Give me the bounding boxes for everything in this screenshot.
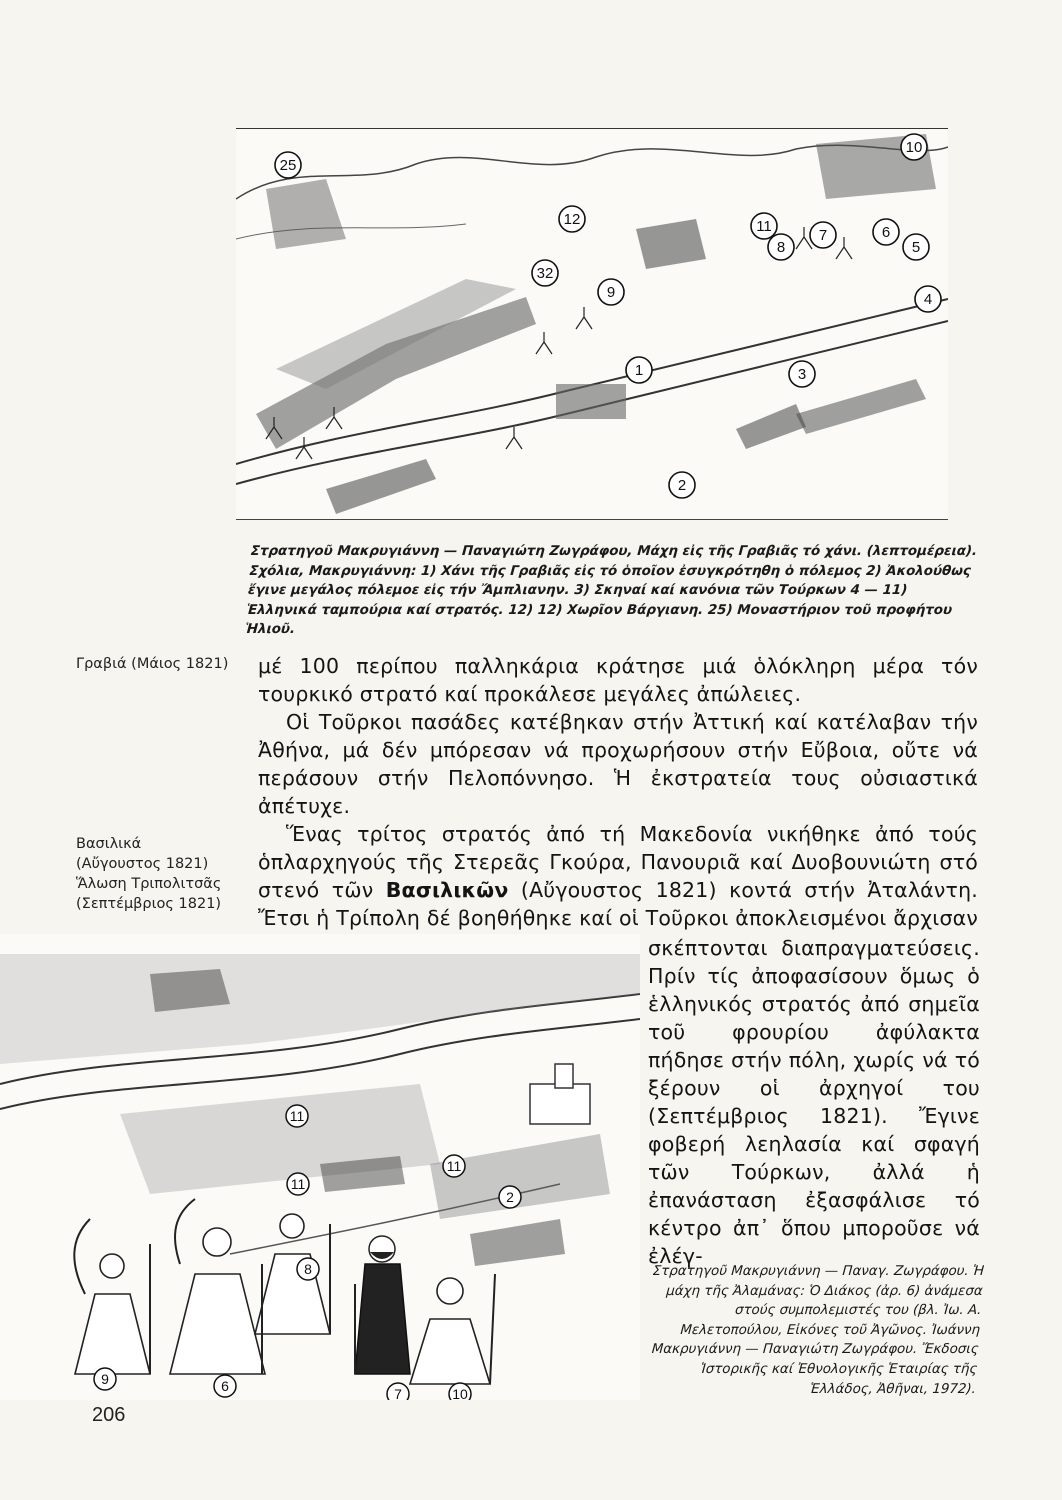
margin-note-tripolitsa-title: Ἅλωση Τριπολιτσᾶς xyxy=(76,876,222,892)
marker-25 xyxy=(275,152,301,178)
top-figure-caption: Στρατηγοῦ Μακρυγιάννη — Παναγιώτη Ζωγράφου, Μάχη εἰς τῆς Γραβιᾶς τό χάνι. (λεπτομέρεια). Σχόλια, Μακρυγιάννη: 1) Χάνι τῆς Γραβιᾶς εἰς τό ὁποῖον ἐσυγκρότηθη ὁ πόλεμος 2) Ἀκολούθως ἔγινε μεγάλος πόλεμοε εἰς τήν Ἄμπλιανην. 3) Σκηναί καί κανόνια τῶν Τούρκων 4 — 11) Ἑλληνικά ταμπούρια καί στρατός. 12) 12) Χωρῖον Βάργιανη. 25) Μοναστήριον τοῦ προφήτου Ἡλιοῦ. xyxy=(244,544,978,637)
svg-text:5: 5 xyxy=(911,239,921,256)
svg-text:9: 9 xyxy=(101,1371,109,1387)
svg-text:9: 9 xyxy=(606,284,616,301)
marker-9 xyxy=(94,1368,116,1390)
marker-8 xyxy=(297,1258,319,1280)
narrow-column-text xyxy=(648,934,980,1270)
margin-note-vasilika-date: (Αὔγουστος 1821) xyxy=(76,856,209,872)
svg-text:7: 7 xyxy=(818,227,828,244)
margin-note-tripolitsa xyxy=(76,874,266,914)
svg-text:11: 11 xyxy=(756,218,772,235)
paragraph-1: μέ 100 περίπου παλληκάρια κράτησε μιά ὁλόκληρη μέρα τόν τουρκικό στρατό καί προκάλεσε μεγάλες ἀπώλειες. xyxy=(258,654,978,706)
bottom-figure-caption: Στρατηγοῦ Μακρυγιάννη — Παναγ. Ζωγράφου. Ἡ μάχη τῆς Ἀλαμάνας: Ὁ Διάκος (ἀρ. 6) ἀνάμεσα στούς συμπολεμιστές του (βλ. Ἰω. Α. Μελετοπούλου, Εἰκόνες τοῦ Ἀγῶνος. Ἰωάννη Μακρυγιάννη — Παναγιώτη Ζωγράφου. Ἔκδοσις Ἱστορικῆς καί Ἐθνολογικῆς Ἑταιρίας τῆς Ἑλλάδος, Ἀθῆναι, 1972). xyxy=(651,1264,985,1397)
marker-6 xyxy=(873,219,899,245)
svg-text:7: 7 xyxy=(394,1386,402,1400)
page-number: 206 xyxy=(92,1404,126,1426)
margin-note-tripolitsa-date: (Σεπτέμβριος 1821) xyxy=(76,896,222,912)
marker-3 xyxy=(789,361,815,387)
marker-7 xyxy=(810,222,836,248)
marker-2 xyxy=(499,1186,521,1208)
marker-11 xyxy=(751,213,777,239)
svg-text:12: 12 xyxy=(563,211,581,228)
bottom-illustration xyxy=(0,934,640,1400)
svg-text:10: 10 xyxy=(905,139,923,156)
svg-text:11: 11 xyxy=(446,1158,462,1174)
svg-text:6: 6 xyxy=(221,1378,229,1394)
paragraph-3-continued: σκέπτονται διαπραγματεύσεις. Πρίν τίς ἀποφασίσουν ὅμως ὁ ἑλληνικός στρατός ἀπό σημεῖα τοῦ φρουρίου ἀφύλακτα πήδησε στήν πόλη, χωρίς νά τό ξέρουν οἱ ἀρχηγοί του (Σεπτέμβριος 1821). Ἔγινε φοβερή λεηλασία καί σφαγή τῶν Τούρκων, ἀλλά ἡ ἐπανάσταση ἐξασφάλισε τό κέντρο ἀπ᾽ ὅπου μποροῦσε νά ἐλέγ- xyxy=(648,936,980,1268)
svg-text:8: 8 xyxy=(304,1261,312,1277)
main-text xyxy=(258,652,978,960)
svg-text:11: 11 xyxy=(290,1176,306,1192)
battle-of-gravia-drawing xyxy=(236,129,948,519)
marker-11 xyxy=(286,1105,308,1127)
marker-11 xyxy=(443,1155,465,1177)
svg-text:8: 8 xyxy=(776,239,786,256)
margin-note-gravia: Γραβιά (Μάιος 1821) xyxy=(76,656,229,672)
margin-note-vasilika-title: Βασιλικά xyxy=(76,836,142,852)
marker-9 xyxy=(598,279,624,305)
marker-1 xyxy=(626,357,652,383)
svg-text:32: 32 xyxy=(536,265,554,282)
marker-11 xyxy=(287,1173,309,1195)
battle-of-alamana-drawing xyxy=(0,934,640,1400)
marker-32 xyxy=(532,260,558,286)
marker-5 xyxy=(903,234,929,260)
svg-text:4: 4 xyxy=(923,291,933,308)
marker-4 xyxy=(915,286,941,312)
svg-text:10: 10 xyxy=(452,1386,468,1400)
svg-text:6: 6 xyxy=(881,224,891,241)
paragraph-2: Οἱ Τοῦρκοι πασάδες κατέβηκαν στήν Ἀττική καί κατέλαβαν τήν Ἀθήνα, μά δέν μπόρεσαν νά προχωρήσουν στήν Εὔβοια, οὔτε νά περάσουν στήν Πελοπόννησο. Ἡ ἐκστρατεία τους οὐσιαστικά ἀπέτυχε. xyxy=(258,710,978,818)
paragraph-3-start: Ἕνας τρίτος στρατός ἀπό τή Μακεδονία νικήθηκε ἀπό τούς ὁπλαρχηγούς τῆς Στερεᾶς Γκούρα, Πανουριᾶ καί Δυοβουνιώτη στό στενό τῶν xyxy=(258,822,978,902)
marker-8 xyxy=(768,234,794,260)
svg-text:2: 2 xyxy=(677,477,687,494)
svg-text:3: 3 xyxy=(797,366,807,383)
marker-10 xyxy=(449,1383,471,1400)
svg-text:25: 25 xyxy=(279,157,297,174)
marker-6 xyxy=(214,1375,236,1397)
svg-text:1: 1 xyxy=(634,362,644,379)
paragraph-3-end: (Αὔγουστος 1821) κοντά στήν Ἀταλάντη. Ἔτσι ἡ Τρίπολη δέ βοηθήθηκε καί οἱ Τοῦρκοι ἀποκλεισμένοι ἄρχισαν xyxy=(258,878,978,930)
top-illustration xyxy=(236,128,948,520)
marker-12 xyxy=(559,206,585,232)
margin-note-vasilika xyxy=(76,834,266,874)
marker-2 xyxy=(669,472,695,498)
svg-text:2: 2 xyxy=(506,1189,514,1205)
paragraph-3-bold: Βασιλικῶν xyxy=(385,878,509,902)
svg-text:11: 11 xyxy=(289,1108,305,1124)
marker-10 xyxy=(901,134,927,160)
marker-7 xyxy=(387,1383,409,1400)
